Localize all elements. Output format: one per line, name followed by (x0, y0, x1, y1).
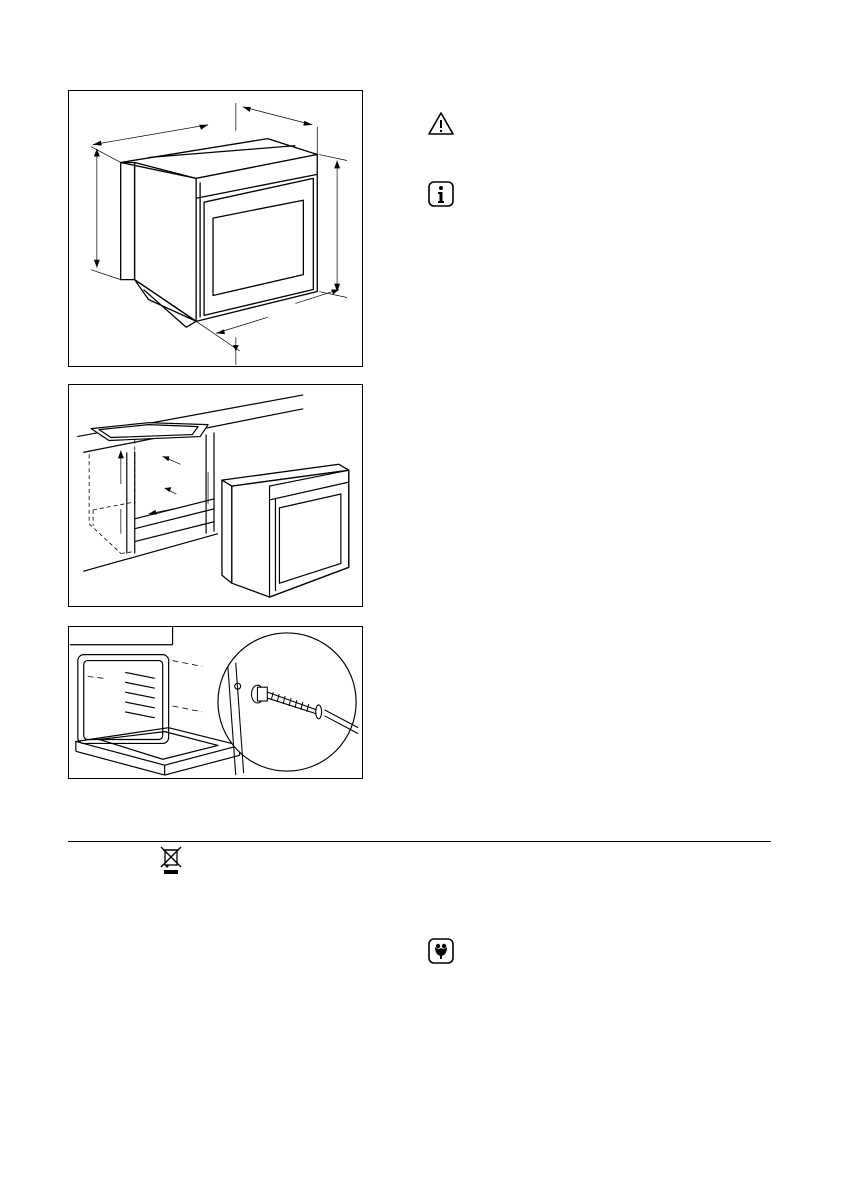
screw-fixing-figure (68, 626, 363, 779)
info-icon (427, 180, 455, 208)
oven-dimensions-figure (68, 90, 363, 367)
cabinet-fitting-figure (68, 384, 363, 607)
warning-triangle-icon (427, 110, 455, 138)
environment-flower-icon (427, 937, 455, 965)
section-divider (68, 841, 771, 842)
oven-dimensions-drawing (69, 91, 362, 366)
screw-fixing-drawing (69, 627, 362, 778)
cabinet-fitting-drawing (69, 385, 362, 606)
crossed-out-bin-icon (158, 845, 184, 875)
